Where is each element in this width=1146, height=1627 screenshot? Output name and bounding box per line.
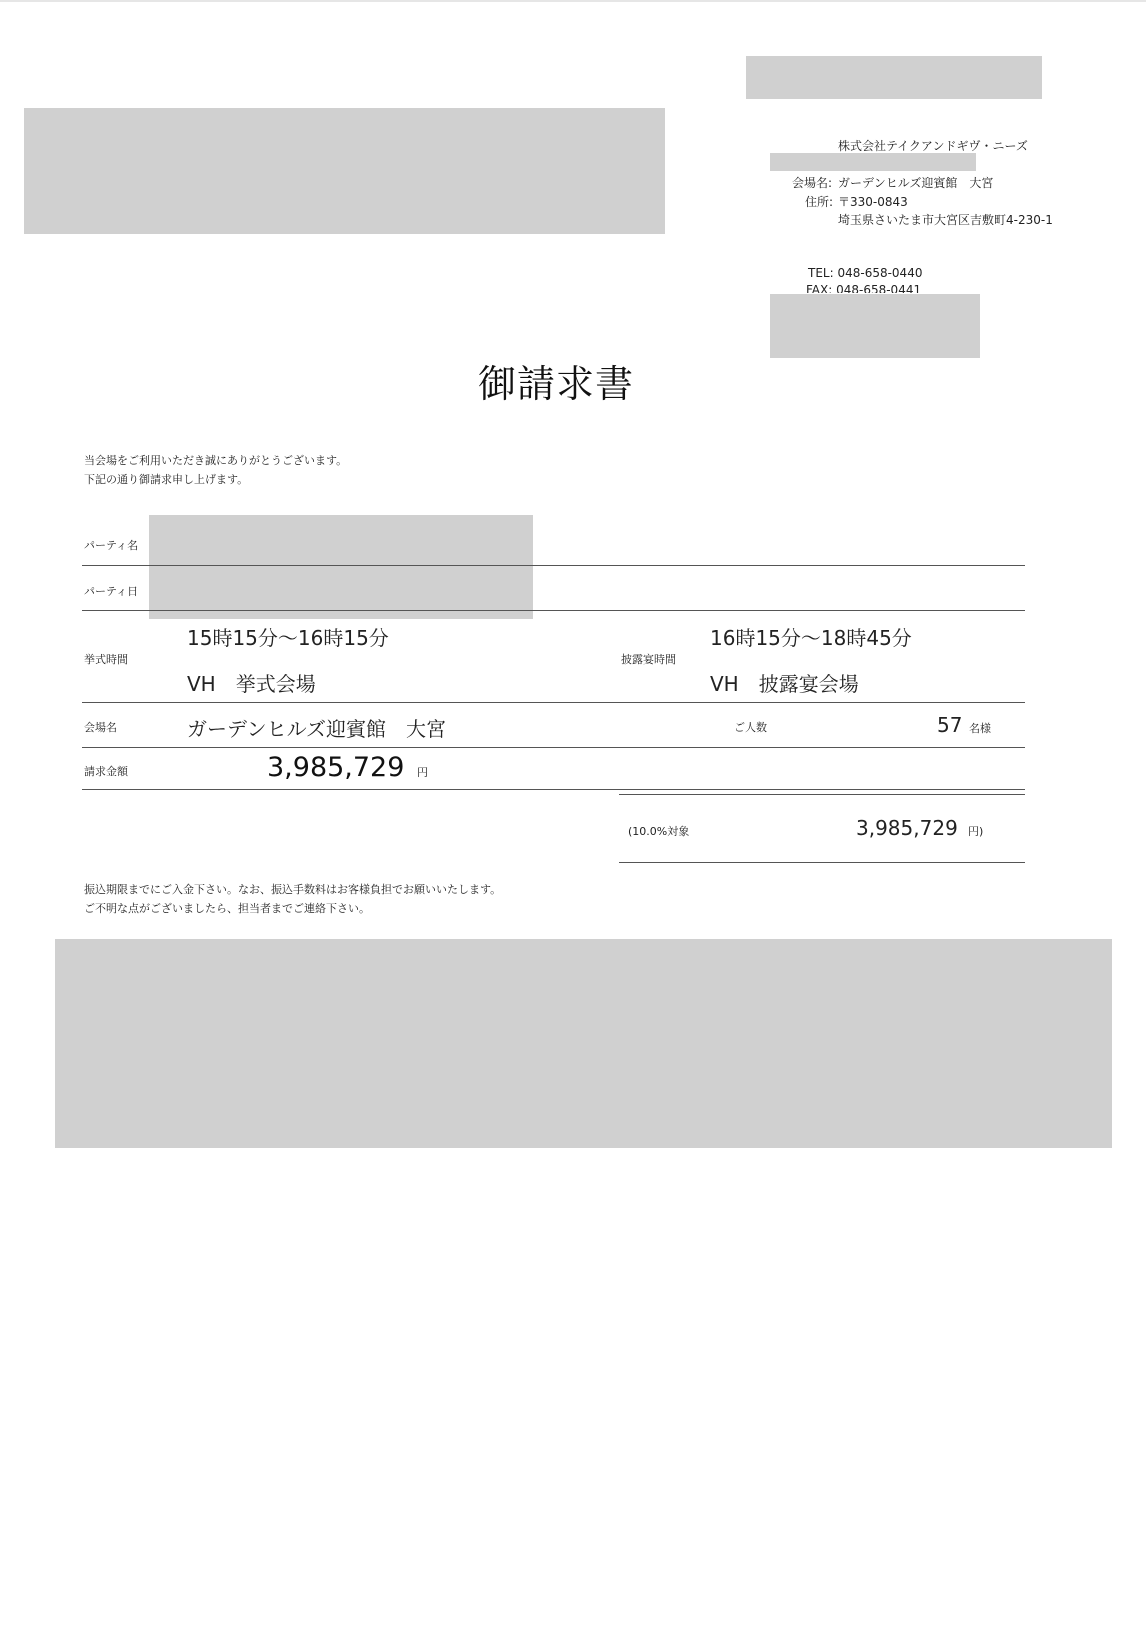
company-address-label: 住所: xyxy=(805,195,834,209)
redacted-block-header-right xyxy=(746,56,1042,99)
greeting-line-1: 当会場をご利用いただき誠にありがとうございます。 xyxy=(84,454,348,467)
venue-name: ガーデンヒルズ迎賓館 大宮 xyxy=(187,717,446,741)
company-tel: TEL: 048-658-0440 xyxy=(808,266,923,280)
redacted-block-stamp xyxy=(770,294,980,358)
divider-venue xyxy=(82,747,1025,748)
redacted-block-bank-info xyxy=(55,939,1112,1148)
tax-amount: 3,985,729 xyxy=(856,816,958,840)
guests-count: 57 xyxy=(937,713,963,737)
ceremony-time: 15時15分～16時15分 xyxy=(187,626,389,650)
party-name-label: パーティ名 xyxy=(84,539,139,552)
amount-label: 請求金額 xyxy=(84,765,128,778)
guests-unit: 名様 xyxy=(969,722,991,735)
company-fax: FAX: 048-658-0441 xyxy=(806,283,922,293)
note-line-1: 振込期限までにご入金下さい。なお、振込手数料はお客様負担でお願いいたします。 xyxy=(84,883,502,896)
divider-amount xyxy=(82,789,1025,790)
document-title: 御請求書 xyxy=(478,362,635,406)
redacted-block-party-info xyxy=(149,515,533,619)
ceremony-time-label: 挙式時間 xyxy=(84,653,128,666)
divider-tax-top xyxy=(619,794,1025,795)
company-name: 株式会社テイクアンドギヴ・ニーズ xyxy=(838,139,1028,153)
note-line-2: ご不明な点がございましたら、担当者までご連絡下さい。 xyxy=(84,902,370,915)
redacted-block-recipient xyxy=(24,108,665,234)
reception-place: VH 披露宴会場 xyxy=(710,672,859,696)
page-top-border xyxy=(0,0,1146,2)
reception-time: 16時15分～18時45分 xyxy=(710,626,912,650)
divider-tax-bottom xyxy=(619,862,1025,863)
divider-times xyxy=(82,702,1025,703)
amount-unit: 円 xyxy=(417,766,428,779)
tax-unit: 円) xyxy=(968,825,984,838)
guests-label: ご人数 xyxy=(734,721,767,734)
company-address: 埼玉県さいたま市大宮区吉敷町4-230-1 xyxy=(838,213,1053,227)
company-venue: ガーデンヒルズ迎賓館 大宮 xyxy=(838,176,994,190)
divider-party-name xyxy=(82,565,1025,566)
amount-value: 3,985,729 xyxy=(267,752,405,783)
reception-time-label: 披露宴時間 xyxy=(621,653,676,666)
company-postal: 〒330-0843 xyxy=(838,195,908,209)
ceremony-place: VH 挙式会場 xyxy=(187,672,316,696)
party-date-label: パーティ日 xyxy=(84,585,139,598)
company-venue-label: 会場名: xyxy=(792,176,833,190)
greeting-line-2: 下記の通り御請求申し上げます。 xyxy=(84,473,249,486)
venue-label: 会場名 xyxy=(84,721,117,734)
divider-party-date xyxy=(82,610,1025,611)
tax-label: (10.0%対象 xyxy=(628,825,690,838)
redacted-block-company-line xyxy=(770,153,976,171)
